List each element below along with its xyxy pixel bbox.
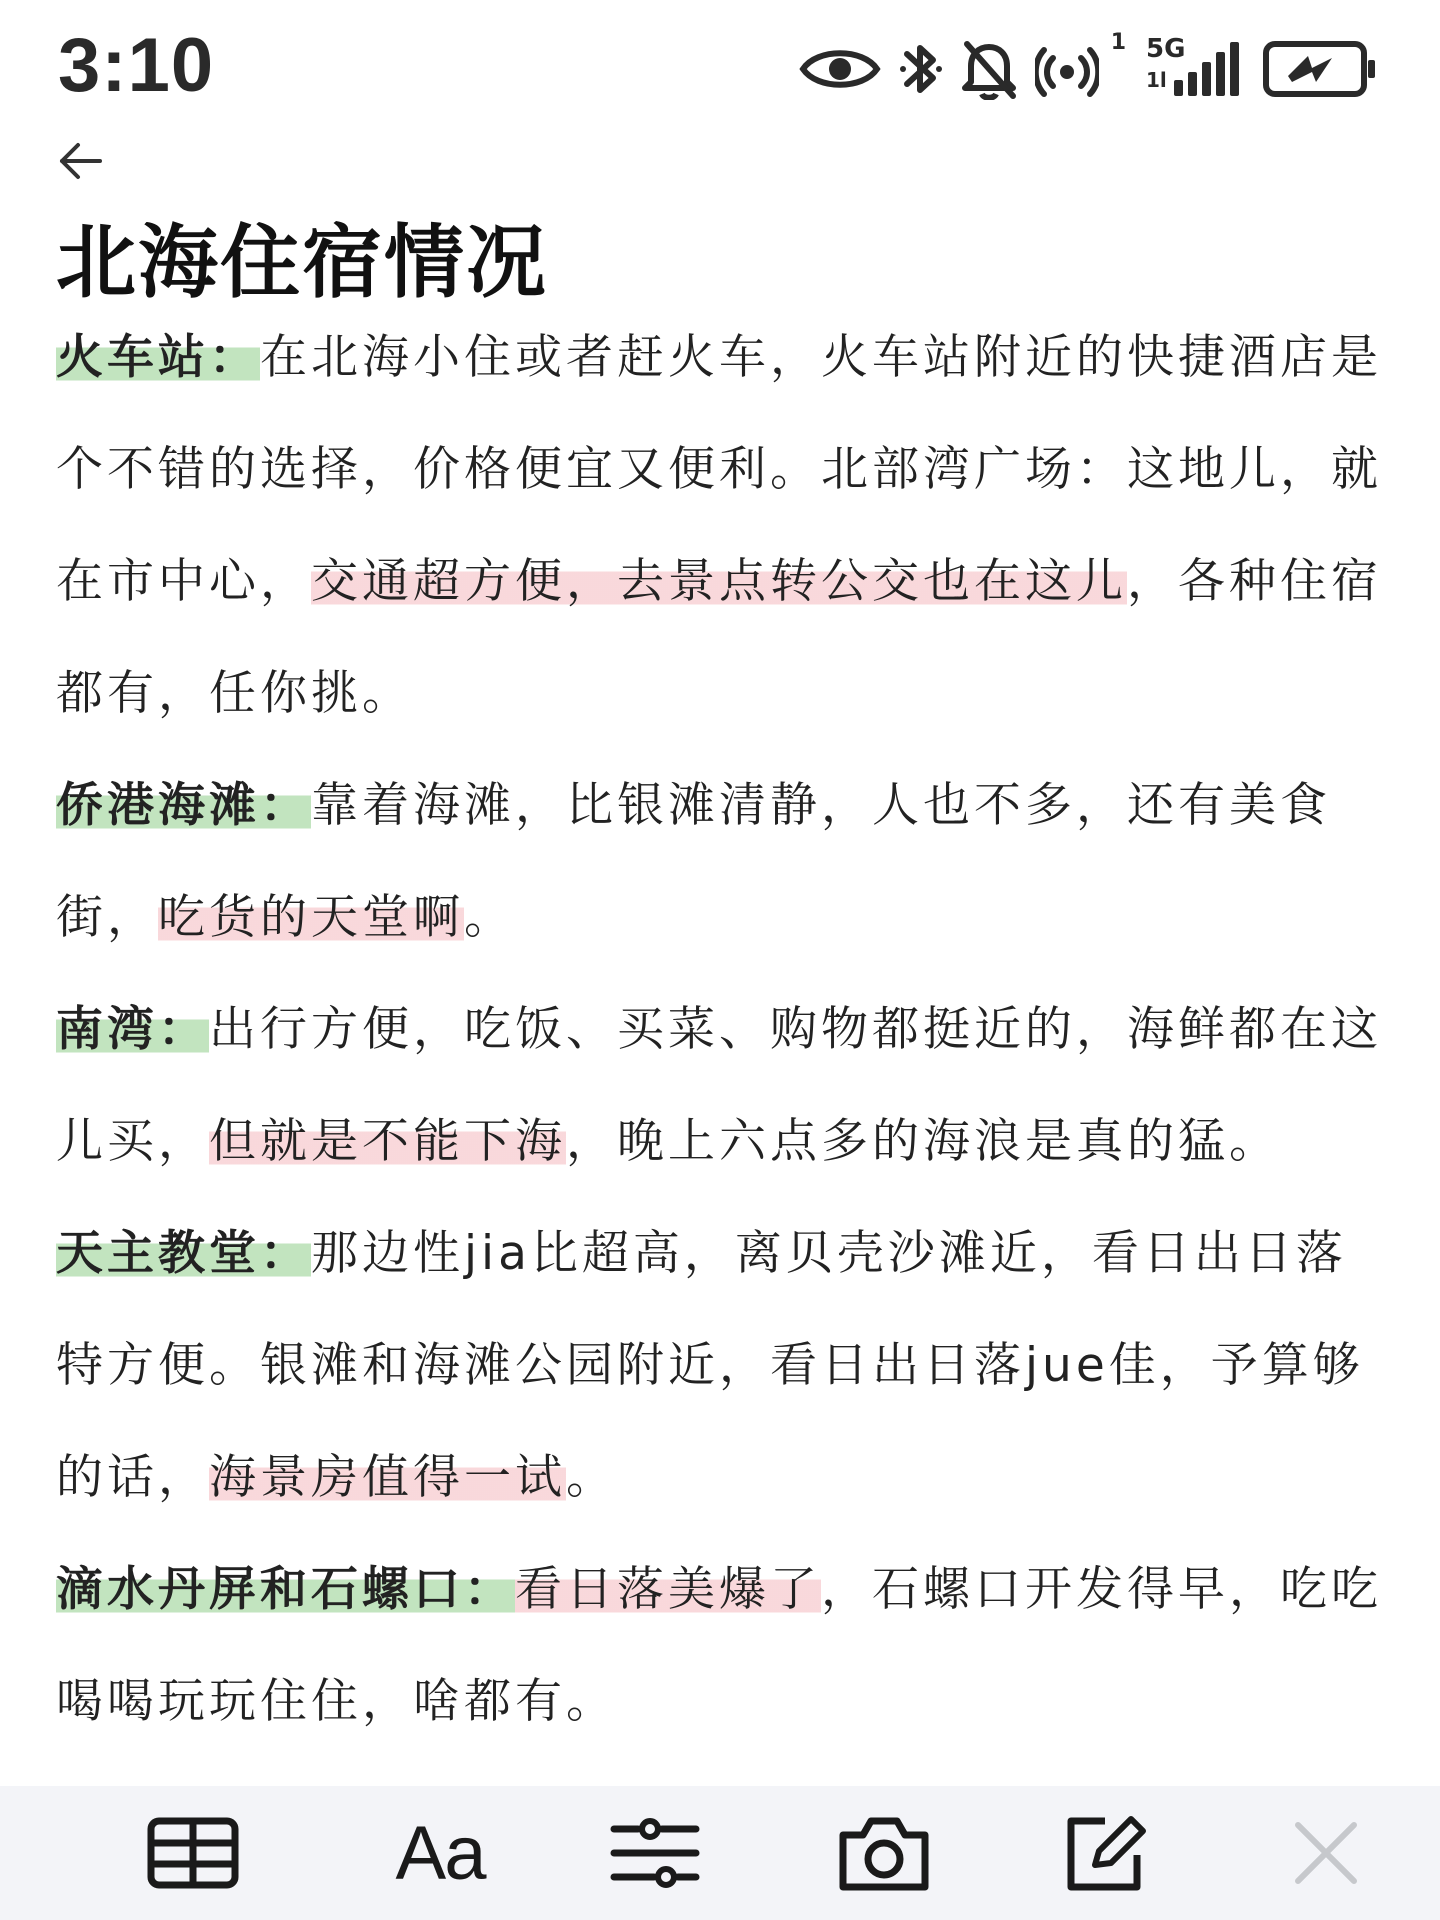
paragraph-text: ，各种住宿都有，任你挑。 xyxy=(56,554,1382,721)
edit-button[interactable] xyxy=(1058,1808,1158,1898)
battery-charging-icon xyxy=(1262,38,1378,100)
network-label: 5G xyxy=(1146,34,1186,64)
section-label: 天主教堂： xyxy=(56,1226,311,1281)
highlight-text: 但就是不能下海 xyxy=(209,1114,566,1169)
arrow-left-icon xyxy=(56,136,106,186)
paragraph-cathedral xyxy=(56,1198,1386,1534)
paragraph-text: 靠着海滩，比银滩清静，人也不多，还有美食街， xyxy=(56,778,1331,945)
status-icons xyxy=(799,30,1378,104)
wifi-icon xyxy=(1035,38,1099,100)
paragraph-text: 。 xyxy=(464,890,515,945)
status-bar xyxy=(0,0,1440,130)
network-sublabel: 1l xyxy=(1146,68,1167,92)
adjust-sliders-icon xyxy=(610,1817,700,1889)
close-button[interactable] xyxy=(1276,1808,1376,1898)
signal-icon xyxy=(1144,36,1244,102)
paragraph-text: ，晚上六点多的海浪是真的猛。 xyxy=(566,1114,1280,1169)
page-title: 北海住宿情况 xyxy=(56,216,548,309)
paragraph-train-station xyxy=(56,302,1386,750)
highlight-text: 看日落美爆了 xyxy=(515,1562,821,1617)
section-label: 滴水丹屏和石螺口： xyxy=(56,1562,515,1617)
font-icon: Aa xyxy=(395,1810,485,1896)
insert-table-button[interactable] xyxy=(143,1808,243,1898)
camera-icon xyxy=(837,1813,931,1893)
bottom-toolbar xyxy=(0,1786,1440,1920)
camera-button[interactable] xyxy=(834,1808,934,1898)
highlight-text: 吃货的天堂啊 xyxy=(158,890,464,945)
eye-icon xyxy=(799,44,881,94)
font-button[interactable] xyxy=(380,1808,500,1898)
back-button[interactable] xyxy=(56,136,106,186)
section-label: 南湾： xyxy=(56,1002,209,1057)
paragraph-text: 那边性jia比超高，离贝壳沙滩近，看日出日落特方便。银滩和海滩公园附近，看日出日落jue佳，予算够的话， xyxy=(56,1226,1364,1505)
highlight-text: 交通超方便，去景点转公交也在这儿 xyxy=(311,554,1127,609)
edit-icon xyxy=(1065,1813,1151,1893)
paragraph-text: 。 xyxy=(566,1450,617,1505)
section-label: 火车站： xyxy=(56,330,260,385)
close-icon xyxy=(1290,1817,1362,1889)
status-time: 3:10 xyxy=(58,23,215,108)
bell-off-icon xyxy=(961,38,1017,100)
paragraph-text: 出行方便，吃饭、买菜、购物都挺近的，海鲜都在这儿买， xyxy=(56,1002,1382,1169)
bluetooth-icon xyxy=(899,38,943,100)
section-label: 侨港海滩： xyxy=(56,778,311,833)
highlight-text: 海景房值得一试 xyxy=(209,1450,566,1505)
paragraph-qiaogang-beach xyxy=(56,750,1386,974)
note-body[interactable] xyxy=(56,302,1386,1758)
paragraph-text: ，石螺口开发得早，吃吃喝喝玩玩住住，啥都有。 xyxy=(56,1562,1382,1729)
paragraph-text: 在北海小住或者赶火车，火车站附近的快捷酒店是个不错的选择，价格便宜又便利。北部湾广场：这地儿，就在市中心， xyxy=(56,330,1382,609)
paragraph-dishui-shiluokou xyxy=(56,1534,1386,1758)
table-icon xyxy=(147,1817,239,1889)
paragraph-nanwan xyxy=(56,974,1386,1198)
format-options-button[interactable] xyxy=(605,1808,705,1898)
wifi-superscript: 1 xyxy=(1110,30,1126,55)
